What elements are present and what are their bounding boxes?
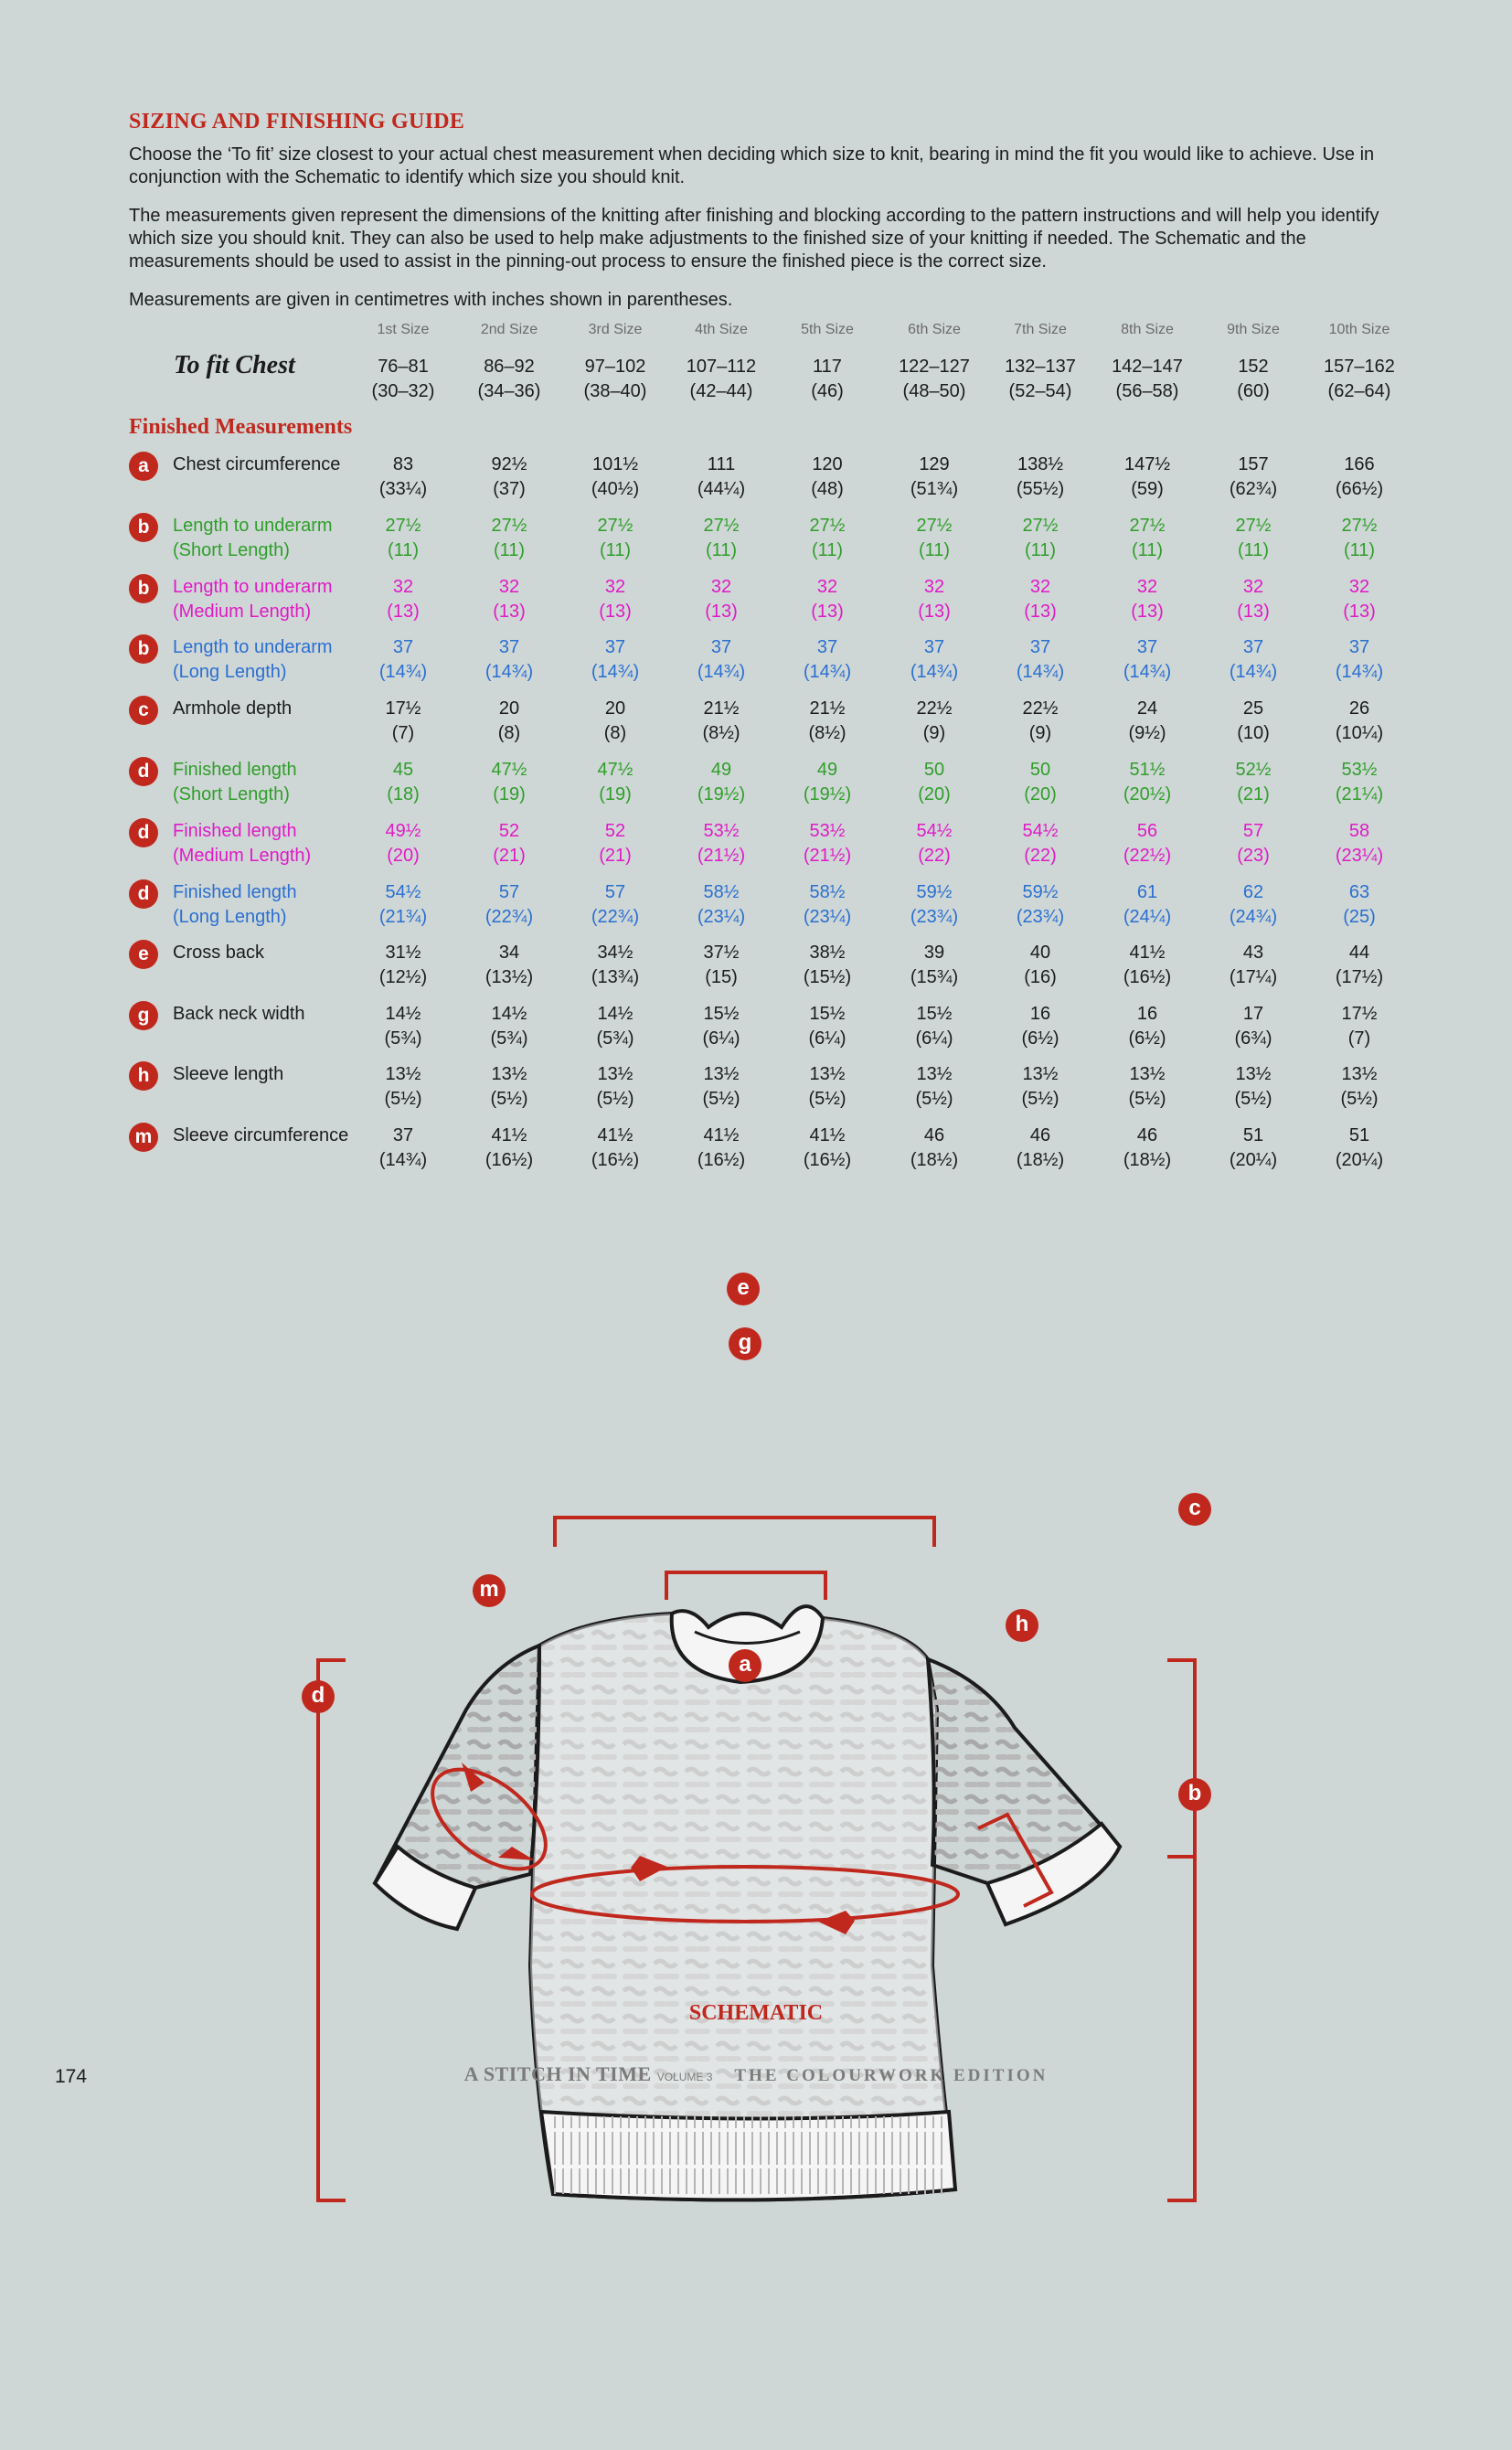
row-label: Finished length (Medium Length): [173, 821, 312, 866]
measurement-cell: 45 (18): [387, 760, 420, 804]
row-letter-badge: b: [129, 513, 158, 542]
measurement-cell: 32 (13): [493, 577, 526, 622]
measurement-cell: 83 (33¼): [378, 454, 428, 499]
measurement-cell: 27½ (11): [1235, 516, 1272, 560]
measurement-cell: 58½ (23¼): [697, 882, 746, 927]
sweater-schematic-drawing: [0, 1243, 1512, 2450]
measurement-cell: 53½ (21½): [697, 821, 746, 866]
measurement-cell: 27½ (11): [809, 516, 846, 560]
measurement-cell: 46 (18½): [1123, 1125, 1172, 1170]
measurement-cell: 27½ (11): [491, 516, 527, 560]
measurement-cell: 62 (24¾): [1229, 882, 1278, 927]
measurement-cell: 38½ (15½): [803, 943, 852, 987]
measurement-cell: 20 (8): [603, 698, 627, 743]
measurement-cell: 21½ (8½): [808, 698, 847, 743]
row-label: Sleeve circumference: [173, 1125, 349, 1145]
size-header: 3rd Size: [588, 322, 643, 337]
measurement-cell: 27½ (11): [703, 516, 740, 560]
to-fit-cell: 86–92 (34–36): [477, 357, 541, 401]
measurement-cell: 16 (6½): [1021, 1004, 1059, 1049]
measurement-cell: 22½ (9): [1022, 698, 1059, 743]
measurement-cell: 138½ (55½): [1016, 454, 1065, 499]
to-fit-chest-label: To fit Chest: [174, 351, 295, 379]
measurement-cell: 49 (19½): [803, 760, 852, 804]
units-note: Measurements are given in centimetres with inches shown in parentheses.: [129, 290, 733, 310]
measurement-cell: 32 (13): [1024, 577, 1057, 622]
size-header: 8th Size: [1121, 322, 1174, 337]
measurement-cell: 13½ (5½): [1340, 1064, 1379, 1109]
row-label: Length to underarm (Medium Length): [173, 577, 333, 622]
measurement-cell: 44 (17½): [1335, 943, 1384, 987]
size-header: 5th Size: [801, 322, 854, 337]
measurement-cell: 63 (25): [1343, 882, 1376, 927]
page-number: 174: [55, 2066, 88, 2087]
hem-ribbing-lines: [548, 2116, 949, 2194]
measurement-cell: 15½ (6¼): [808, 1004, 847, 1049]
measurement-cell: 37 (14¾): [1016, 637, 1065, 682]
measurement-cell: 57 (23): [1237, 821, 1270, 866]
measurement-cell: 13½ (5½): [490, 1064, 528, 1109]
measurement-cell: 15½ (6¼): [915, 1004, 953, 1049]
measurement-cell: 166 (66½): [1335, 454, 1384, 499]
finished-measurements-heading: Finished Measurements: [129, 415, 353, 439]
measurement-cell: 49 (19½): [697, 760, 746, 804]
measurement-cell: 13½ (5½): [915, 1064, 953, 1109]
measurement-cell: 27½ (11): [916, 516, 953, 560]
measurement-cell: 24 (9½): [1128, 698, 1166, 743]
measurement-cell: 157 (62¾): [1229, 454, 1278, 499]
measurement-cell: 147½ (59): [1123, 454, 1171, 499]
schematic-marker-m: m: [473, 1574, 506, 1607]
back-neck-bracket: [666, 1572, 825, 1600]
measurement-cell: 58½ (23¼): [803, 882, 852, 927]
row-label: Finished length (Long Length): [173, 882, 297, 927]
measurement-cell: 17½ (7): [385, 698, 421, 743]
measurement-cell: 129 (51¾): [910, 454, 959, 499]
measurement-cell: 14½ (5¾): [596, 1004, 634, 1049]
measurement-cell: 13½ (5½): [596, 1064, 634, 1109]
to-fit-cell: 97–102 (38–40): [583, 357, 647, 401]
schematic-marker-b: b: [1178, 1778, 1211, 1811]
measurement-cell: 27½ (11): [1129, 516, 1166, 560]
measurement-cell: 32 (13): [1343, 577, 1376, 622]
row-label: Length to underarm (Long Length): [173, 637, 333, 682]
measurement-cell: 34½ (13¾): [591, 943, 640, 987]
measurement-cell: 27½ (11): [1022, 516, 1059, 560]
to-fit-cell: 76–81 (30–32): [371, 357, 435, 401]
schematic-marker-g: g: [729, 1327, 761, 1360]
row-label: Sleeve length: [173, 1064, 284, 1084]
measurement-cell: 32 (13): [599, 577, 632, 622]
measurement-cell: 41½ (16½): [484, 1125, 534, 1170]
measurement-cell: 34 (13½): [484, 943, 534, 987]
measurement-cell: 54½ (21¾): [378, 882, 428, 927]
measurement-cell: 50 (20): [1024, 760, 1057, 804]
measurement-cell: 54½ (22): [916, 821, 953, 866]
measurement-cell: 13½ (5½): [384, 1064, 422, 1109]
cross-back-bracket: [555, 1518, 934, 1547]
measurement-cell: 50 (20): [918, 760, 951, 804]
size-header: 2nd Size: [480, 322, 538, 337]
measurement-cell: 32 (13): [387, 577, 420, 622]
measurement-cell: 32 (13): [705, 577, 738, 622]
measurement-cell: 46 (18½): [1016, 1125, 1065, 1170]
measurement-cell: 47½ (19): [491, 760, 527, 804]
measurement-cell: 37½ (15): [703, 943, 740, 987]
to-fit-cell: 152 (60): [1237, 357, 1270, 401]
schematic-marker-h: h: [1006, 1609, 1038, 1642]
to-fit-cell: 142–147 (56–58): [1112, 357, 1183, 401]
measurement-cell: 40 (16): [1024, 943, 1057, 987]
schematic-marker-d: d: [302, 1680, 335, 1713]
measurement-cell: 37 (14¾): [1335, 637, 1384, 682]
measurement-cell: 37 (14¾): [484, 637, 534, 682]
measurement-cell: 61 (24¼): [1123, 882, 1172, 927]
to-fit-cell: 117 (46): [811, 357, 844, 401]
row-label: Finished length (Short Length): [173, 760, 297, 804]
measurement-cell: 32 (13): [918, 577, 951, 622]
measurement-cell: 41½ (16½): [591, 1125, 640, 1170]
row-letter-badge: c: [129, 696, 158, 725]
measurement-cell: 32 (13): [1237, 577, 1270, 622]
measurement-cell: 51 (20¼): [1229, 1125, 1278, 1170]
measurement-cell: 58 (23¼): [1335, 821, 1384, 866]
measurement-cell: 41½ (16½): [697, 1125, 746, 1170]
book-footer: [0, 2062, 1512, 2086]
measurement-cell: 21½ (8½): [702, 698, 740, 743]
book-title: A STITCH IN TIME: [463, 2062, 652, 2085]
schematic-marker-e: e: [727, 1273, 760, 1305]
row-letter-badge: m: [129, 1123, 158, 1152]
measurement-cell: 17 (6¾): [1234, 1004, 1272, 1049]
measurement-cell: 37 (14¾): [378, 637, 428, 682]
measurement-cell: 41½ (16½): [803, 1125, 852, 1170]
row-label: Armhole depth: [173, 698, 293, 719]
measurement-cell: 37 (14¾): [591, 637, 640, 682]
row-letter-badge: b: [129, 634, 158, 664]
volume-label: VOLUME 3: [656, 2071, 713, 2083]
measurement-cell: 92½ (37): [491, 454, 527, 499]
measurement-cell: 52 (21): [493, 821, 526, 866]
to-fit-cell: 132–137 (52–54): [1005, 357, 1076, 401]
measurement-cell: 41½ (16½): [1123, 943, 1172, 987]
measurement-cell: 37 (14¾): [378, 1125, 428, 1170]
measurement-cell: 57 (22¾): [484, 882, 534, 927]
page-title: SIZING AND FINISHING GUIDE: [129, 110, 465, 133]
measurement-cell: 32 (13): [811, 577, 844, 622]
row-label: Length to underarm (Short Length): [173, 516, 333, 560]
row-letter-badge: e: [129, 940, 158, 969]
row-letter-badge: b: [129, 574, 158, 603]
row-letter-badge: a: [129, 452, 158, 481]
size-header: 9th Size: [1227, 322, 1280, 337]
measurement-cell: 59½ (23¾): [910, 882, 959, 927]
measurement-cell: 51½ (20½): [1123, 760, 1172, 804]
measurement-cell: 43 (17¼): [1229, 943, 1278, 987]
size-header: 6th Size: [908, 322, 961, 337]
measurements-paragraph: The measurements given represent the dimensions of the knitting after finishing and blocking according to the pattern instructions and will help you identify which size you should knit. They can also be used to help make adjustments to the finished size of your knitting if needed. The Schematic and the measurements should be used to assist in the pinning-out process to ensure the finished piece is the correct size.: [129, 206, 1379, 272]
measurement-cell: 39 (15¾): [910, 943, 959, 987]
measurement-cell: 14½ (5¾): [490, 1004, 528, 1049]
measurement-cell: 54½ (22): [1022, 821, 1059, 866]
measurement-cell: 120 (48): [811, 454, 844, 499]
measurement-cell: 27½ (11): [1341, 516, 1378, 560]
measurement-cell: 27½ (11): [597, 516, 634, 560]
row-letter-badge: d: [129, 879, 158, 909]
row-label: Cross back: [173, 943, 265, 963]
measurement-cell: 111 (44¼): [697, 454, 746, 499]
row-letter-badge: g: [129, 1001, 158, 1030]
sweater-schematic: [0, 0, 1512, 1207]
measurement-cell: 53½ (21¼): [1335, 760, 1384, 804]
edition-label: THE COLOURWORK EDITION: [734, 2066, 1049, 2085]
measurement-cell: 57 (22¾): [591, 882, 640, 927]
measurement-cell: 52½ (21): [1235, 760, 1272, 804]
schematic-marker-c: c: [1178, 1493, 1211, 1526]
measurement-cell: 37 (14¾): [910, 637, 959, 682]
row-letter-badge: d: [129, 818, 158, 847]
finished-length-bracket: [318, 1660, 346, 2200]
measurement-cell: 26 (10¼): [1335, 698, 1384, 743]
measurement-cell: 37 (14¾): [697, 637, 746, 682]
measurement-cell: 37 (14¾): [1229, 637, 1278, 682]
measurement-cell: 101½ (40½): [591, 454, 640, 499]
size-header: 1st Size: [377, 322, 430, 337]
measurement-cell: 52 (21): [599, 821, 632, 866]
measurement-cell: 27½ (11): [385, 516, 421, 560]
measurement-cell: 13½ (5½): [702, 1064, 740, 1109]
schematic-caption: SCHEMATIC: [688, 2001, 824, 2025]
measurement-cell: 59½ (23¾): [1016, 882, 1065, 927]
to-fit-cell: 122–127 (48–50): [899, 357, 970, 401]
row-letter-badge: h: [129, 1061, 158, 1091]
measurement-cell: 13½ (5½): [808, 1064, 847, 1109]
measurement-cell: 14½ (5¾): [384, 1004, 422, 1049]
schematic-marker-a: a: [729, 1649, 761, 1682]
to-fit-cell: 157–162 (62–64): [1324, 357, 1395, 401]
size-header: 10th Size: [1328, 322, 1390, 337]
measurement-cell: 16 (6½): [1128, 1004, 1166, 1049]
measurement-cell: 22½ (9): [916, 698, 953, 743]
size-header: 7th Size: [1014, 322, 1067, 337]
measurement-cell: 37 (14¾): [803, 637, 852, 682]
measurement-cell: 13½ (5½): [1021, 1064, 1059, 1109]
measurement-cell: 49½ (20): [385, 821, 421, 866]
measurement-cell: 25 (10): [1237, 698, 1270, 743]
measurement-cell: 47½ (19): [597, 760, 634, 804]
row-letter-badge: d: [129, 757, 158, 786]
measurement-cell: 51 (20¼): [1335, 1125, 1384, 1170]
measurement-cell: 31½ (12½): [378, 943, 428, 987]
armhole-underarm-bracket: [1167, 1660, 1195, 2200]
measurement-cell: 20 (8): [497, 698, 521, 743]
row-label: Back neck width: [173, 1004, 305, 1024]
measurement-cell: 56 (22½): [1123, 821, 1172, 866]
measurement-cell: 13½ (5½): [1128, 1064, 1166, 1109]
row-label: Chest circumference: [173, 454, 341, 474]
measurement-cell: 15½ (6¼): [702, 1004, 740, 1049]
measurement-cell: 32 (13): [1131, 577, 1164, 622]
body-fill: [530, 1614, 955, 2200]
measurement-cell: 53½ (21½): [803, 821, 852, 866]
intro-paragraph: Choose the ‘To fit’ size closest to your actual chest measurement when deciding which size to knit, bearing in mind the fit you would like to achieve. Use in conjunction with the Schematic to identify which size you should knit.: [129, 144, 1375, 187]
to-fit-cell: 107–112 (42–44): [686, 357, 757, 401]
measurement-cell: 46 (18½): [910, 1125, 959, 1170]
measurement-cell: 17½ (7): [1341, 1004, 1378, 1049]
measurement-cell: 37 (14¾): [1123, 637, 1172, 682]
size-header: 4th Size: [695, 322, 748, 337]
measurement-cell: 13½ (5½): [1234, 1064, 1272, 1109]
